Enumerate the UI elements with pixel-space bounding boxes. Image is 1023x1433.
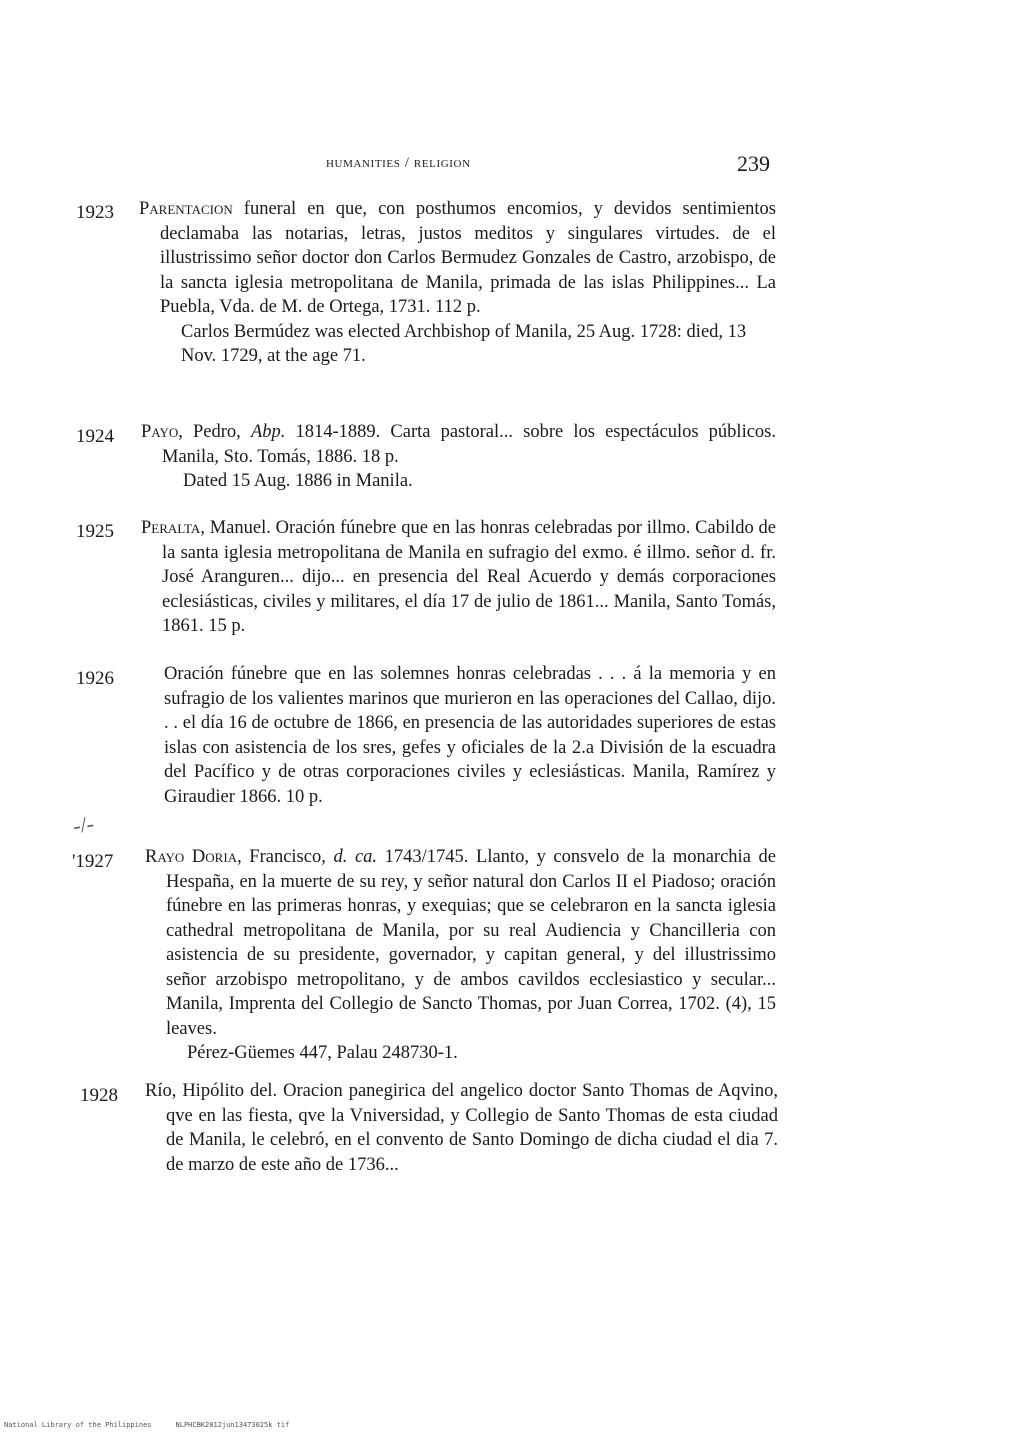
entry-note: Pérez-Güemes 447, Palau 248730-1. (187, 1043, 458, 1063)
entry-number: '1927 (72, 851, 114, 872)
entry-heading-rest: , Francisco, (237, 847, 334, 867)
entry-description: , Manuel. Oración fúnebre que en las honras celebradas por illmo. Cabildo de la santa iglesia metropolitana de Manila en sufragio del exmo. é illmo. señor d. fr. José Aranguren... dijo... en presencia del Real Acuerdo y demás corporaciones eclesiásticas, civiles y militares, el día 17 de julio de 1861... Manila, Santo Tomás, 1861. 15 p. (162, 518, 776, 636)
footer-file: NLPHCBK2012jun13473025k tif (175, 1421, 290, 1429)
entry-number: 1928 (80, 1085, 118, 1106)
entry-body (141, 516, 776, 639)
entry-heading-italic: Abp. (250, 422, 286, 442)
entry-heading: Rayo Doria (145, 847, 238, 867)
entry-text (141, 516, 776, 639)
entry-body (141, 420, 776, 494)
entry-heading: Payo (141, 422, 179, 442)
entry-body (145, 845, 776, 1066)
entry-number: 1924 (76, 426, 114, 447)
entry-heading: Parentacion (139, 199, 233, 219)
entry-number: 1926 (76, 668, 114, 689)
entry-body (164, 662, 776, 809)
entry-text (145, 845, 776, 1041)
entry-description: 1814-1889. Carta pastoral... sobre los espectáculos públicos. Manila, Sto. Tomás, 1886. 18 p. (162, 422, 776, 467)
entry-text: Oración fúnebre que en las solemnes honras celebradas . . . á la memoria y en sufragio de los valientes marinos que murieron en las operaciones del Callao, dijo. . . el día 16 de octubre de 1866, en presencia de las autoridades superiores de estas islas con asistencia de los sres, gefes y oficiales de la 2.a División de la escuadra del Pacífico y de otras corporaciones civiles y eclesiásticas. Manila, Ramírez y Giraudier 1866. 10 p. (164, 664, 776, 807)
entry-heading: Peralta (141, 518, 201, 538)
entry-text: Río, Hipólito del. Oracion panegirica del angelico doctor Santo Thomas de Aqvino, qve en las fiesta, qve la Vniversidad, y Collegio de Santo Thomas de esta ciudad de Manila, le celebró, en el convento de Santo Domingo de dicha ciudad el dia 7. de marzo de este año de 1736... (145, 1081, 778, 1175)
scan-footer (4, 1421, 289, 1429)
running-head (0, 151, 1023, 181)
page-number: 239 (737, 151, 770, 176)
entry-description: 1743/1745. Llanto, y consvelo de la monarchia de Hespaña, en la muerte de su rey, y señor natural don Carlos II el Piadoso; oración fúnebre en las primeras honras, y exequias; que se celebraron en la sancta iglesia cathedral metropolitana de Manila, por su real Audiencia y Chancilleria con asistencia de su presidente, governador, y capitan general, y del illustrissimo señor arzobispo metropolitano, y de ambos cavildos ecclesiastico y secular... Manila, Imprenta del Collegio de Sancto Thomas, por Juan Correa, 1702. (4), 15 leaves. (166, 847, 776, 1039)
entry-body (139, 197, 776, 369)
margin-mark: -/- (71, 810, 96, 839)
entry-text (141, 420, 776, 469)
entry-text (139, 197, 776, 320)
entry-description: funeral en que, con posthumos encomios, y devidos sentimientos declamaba las notarias, letras, justos meditos y singulares virtudes. de el illustrissimo señor doctor don Carlos Bermudez Gonzales de Castro, arzobispo, de la sancta iglesia metropolitana de Manila, primada de las islas Philippines... La Puebla, Vda. de M. de Ortega, 1731. 112 p. (160, 199, 776, 317)
entry-note: Dated 15 Aug. 1886 in Manila. (183, 471, 413, 491)
entry-heading-rest: , Pedro, (178, 422, 251, 442)
footer-source: National Library of the Philippines (4, 1421, 152, 1429)
entry-number: 1923 (76, 202, 114, 223)
entry-heading-italic: d. ca. (333, 847, 378, 867)
entry-body (145, 1079, 778, 1177)
running-title: humanities / religion (326, 155, 471, 171)
entry-number: 1925 (76, 521, 114, 542)
entry-note: Carlos Bermúdez was elected Archbishop of Manila, 25 Aug. 1728: died, 13 Nov. 1729, at the age 71. (181, 321, 747, 366)
